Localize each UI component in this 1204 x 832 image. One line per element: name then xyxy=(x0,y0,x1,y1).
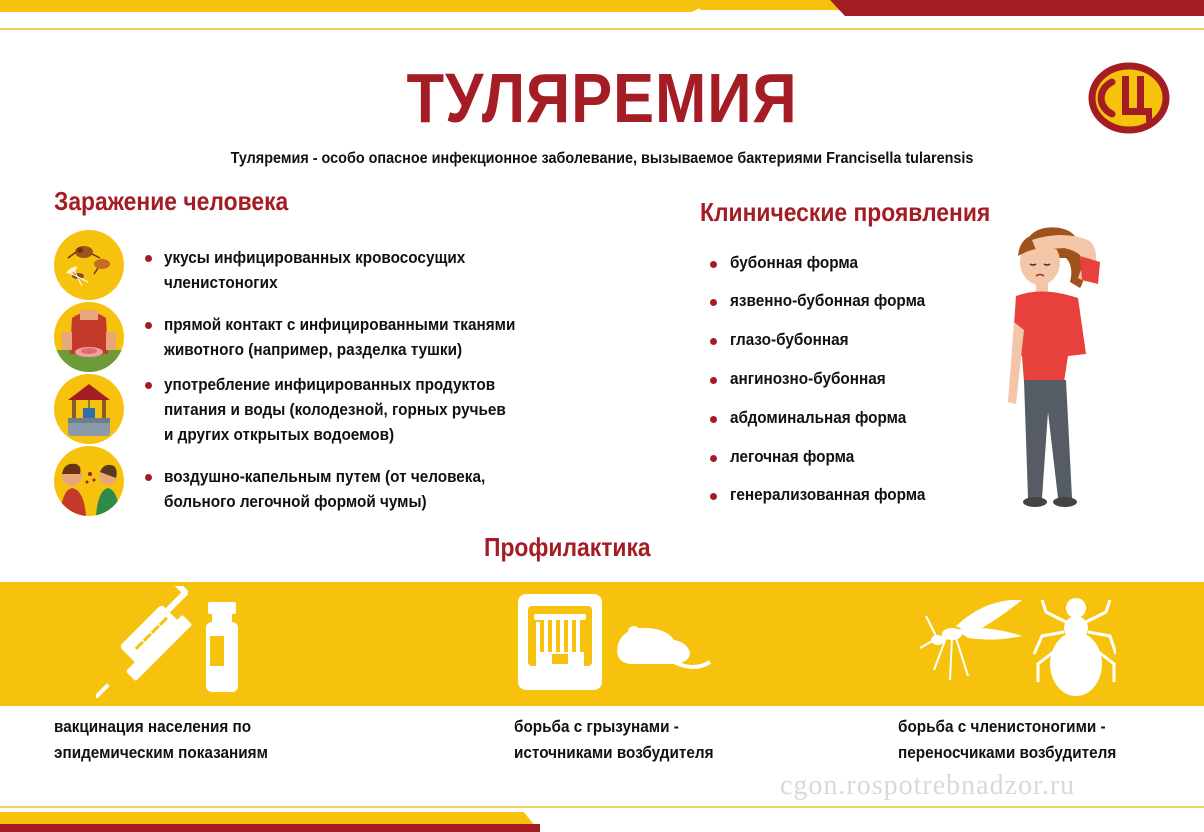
prevention-item-line: эпидемическим показаниям xyxy=(54,743,268,762)
bullet xyxy=(145,474,152,481)
clinical-item: глазо-бубонная xyxy=(730,330,849,349)
infection-item-line: воздушно-капельным путем (от человека, xyxy=(164,467,486,486)
bullet xyxy=(710,299,717,306)
syringe-vaccine-icon xyxy=(96,586,256,698)
bullet xyxy=(145,322,152,329)
prevention-item-line: борьба с членистоногими - xyxy=(898,717,1106,736)
prevention-item-line: переносчиками возбудителя xyxy=(898,743,1117,762)
top-decor-stripe xyxy=(0,0,720,12)
sick-woman-illustration-icon xyxy=(1002,222,1122,512)
infection-item-line: употребление инфицированных продуктов xyxy=(164,375,496,394)
clinical-item: язвенно-бубонная форма xyxy=(730,291,926,310)
infection-item-line: питания и воды (колодезной, горных ручьев xyxy=(164,400,506,419)
top-divider xyxy=(0,28,1204,30)
bullet xyxy=(710,261,717,268)
mosquito-louse-icon xyxy=(916,590,1116,700)
clinical-item: ангинозно-бубонная xyxy=(730,369,886,388)
infection-item-line: больного легочной формой чумы) xyxy=(164,492,427,511)
bullet xyxy=(710,377,717,384)
prevention-item-line: источниками возбудителя xyxy=(514,743,714,762)
butcher-icon xyxy=(54,302,124,372)
infection-item-line: членистоногих xyxy=(164,273,278,292)
bottom-decor-stripe xyxy=(0,824,540,832)
infection-item-2 xyxy=(164,312,515,362)
prevention-heading: Профилактика xyxy=(484,532,651,562)
bullet xyxy=(710,416,717,423)
infection-item-1 xyxy=(164,245,465,295)
clinical-item: легочная форма xyxy=(730,447,855,466)
prevention-item-line: вакцинация населения по xyxy=(54,717,252,736)
well-icon xyxy=(54,374,124,444)
prevention-item-3 xyxy=(898,714,1116,766)
prevention-item-line: борьба с грызунами - xyxy=(514,717,679,736)
clinical-item: генерализованная форма xyxy=(730,485,926,504)
infection-item-line: прямой контакт с инфицированными тканями xyxy=(164,315,516,334)
clinical-item: абдоминальная форма xyxy=(730,408,907,427)
airborne-icon xyxy=(54,446,124,516)
rodent-trap-icon xyxy=(514,592,714,692)
bottom-divider xyxy=(0,806,1204,808)
prevention-item-1 xyxy=(54,714,268,766)
infection-item-line: животного (например, разделка тушки) xyxy=(164,340,463,359)
infection-item-4 xyxy=(164,464,485,514)
infection-heading: Заражение человека xyxy=(54,186,289,216)
insects-icon xyxy=(54,230,124,300)
page-title: ТУЛЯРЕМИЯ xyxy=(406,59,798,137)
bullet xyxy=(710,493,717,500)
bullet xyxy=(145,382,152,389)
top-decor-stripe xyxy=(830,0,1204,16)
page-subtitle: Туляремия - особо опасное инфекционное заболевание, вызываемое бактериями Francisella tularensis xyxy=(230,150,974,167)
clinical-heading: Клинические проявления xyxy=(700,197,991,227)
prevention-item-2 xyxy=(514,714,714,766)
bullet xyxy=(710,455,717,462)
watermark: cgon.rospotrebnadzor.ru xyxy=(780,770,1076,801)
infection-item-line: и других открытых водоемов) xyxy=(164,425,395,444)
cgon-logo-icon xyxy=(1088,62,1170,134)
bullet xyxy=(145,255,152,262)
infection-item-line: укусы инфицированных кровососущих xyxy=(164,248,466,267)
infection-item-3 xyxy=(164,372,506,447)
bullet xyxy=(710,338,717,345)
clinical-item: бубонная форма xyxy=(730,253,859,272)
